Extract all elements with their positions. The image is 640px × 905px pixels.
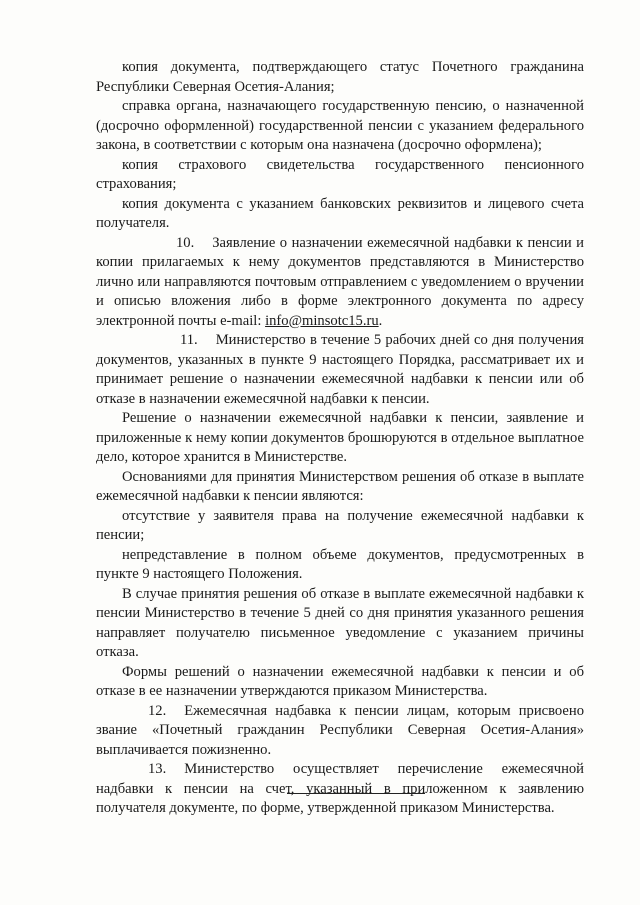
paragraph-tail: .	[378, 312, 383, 329]
paragraph-text: копия документа, подтверждающего статус Почетного гражданина Республики Северная Осетия-Алания;	[96, 59, 584, 95]
clause-number: 13.	[148, 761, 167, 777]
paragraph-text: Формы решений о назначении ежемесячной надбавки к пенсии и об отказе в ее назначении утверждаются приказом Министерства.	[96, 663, 584, 699]
paragraph-decision-forms	[96, 663, 584, 702]
paragraph-text: В случае принятия решения об отказе в выплате ежемесячной надбавки к пенсии Министерство в течение 5 дней со дня принятия указанного решения направляет получателю письменное уведомление с указанием причины отказа.	[96, 585, 584, 660]
paragraph-text: Ежемесячная надбавка к пенсии лицам, которым присвоено звание «Почетный гражданин Республики Северная Осетия-Алания» выплачивается пожизненно.	[96, 702, 584, 758]
clause-number: 10.	[176, 234, 195, 251]
clause-10	[96, 234, 584, 332]
paragraph-text: Министерство в течение 5 рабочих дней со дня получения документов, указанных в пункте 9 настоящего Порядка, рассматривает их и принимает решение о назначении ежемесячной надбавки к пенсии или об отказе в назначении ежемесячной надбавки к пенсии.	[96, 332, 584, 407]
clause-13	[96, 760, 584, 819]
paragraph-payment-file	[96, 409, 584, 468]
paragraph-incomplete-documents	[96, 546, 584, 585]
paragraph-refusal-grounds	[96, 468, 584, 507]
paragraph-text: копия страхового свидетельства государственного пенсионного страхования;	[96, 156, 584, 192]
paragraph-text: Основаниями для принятия Министерством решения об отказе в выплате ежемесячной надбавки к пенсии являются:	[96, 468, 584, 504]
paragraph-text: непредставление в полном объеме документов, предусмотренных в пункте 9 настоящего Положения.	[96, 546, 584, 582]
paragraph-no-right	[96, 507, 584, 546]
paragraph-text: Министерство осуществляет перечисление ежемесячной надбавки к пенсии на счет, указанный в приложенном к заявлению получателя документе, по форме, утвержденной приказом Министерства.	[96, 761, 584, 816]
paragraph-insurance-certificate	[96, 156, 584, 195]
paragraph-text: Заявление о назначении ежемесячной надбавки к пенсии и копии прилагаемых к нему документов представляются в Министерство лично или направляются почтовым отправлением с уведомлением о вручении и описью вложения либо в форме электронного документа по адресу электронной почты e-mail:	[96, 234, 584, 329]
clause-number: 11.	[180, 332, 198, 348]
paragraph-honorary-citizen-copy	[96, 58, 584, 97]
clause-11	[96, 331, 584, 409]
paragraph-refusal-notice	[96, 585, 584, 663]
paragraph-pension-certificate	[96, 97, 584, 156]
footer-divider	[287, 793, 425, 794]
clause-12	[96, 702, 584, 761]
paragraph-text: копия документа с указанием банковских реквизитов и лицевого счета получателя.	[96, 195, 584, 231]
document-body	[96, 58, 584, 819]
email-link[interactable]: info@minsotc15.ru	[265, 312, 379, 329]
clause-number: 12.	[148, 702, 167, 719]
paragraph-text: отсутствие у заявителя права на получение ежемесячной надбавки к пенсии;	[96, 507, 584, 543]
paragraph-text: Решение о назначении ежемесячной надбавки к пенсии, заявление и приложенные к нему копии документов брошюруются в отдельное выплатное дело, которое хранится в Министерстве.	[96, 410, 584, 465]
paragraph-text: справка органа, назначающего государственную пенсию, о назначенной (досрочно оформленной) государственной пенсии с указанием федерального закона, в соответствии с которым она назначена (досрочно оформлена);	[96, 98, 584, 153]
paragraph-bank-details	[96, 195, 584, 234]
